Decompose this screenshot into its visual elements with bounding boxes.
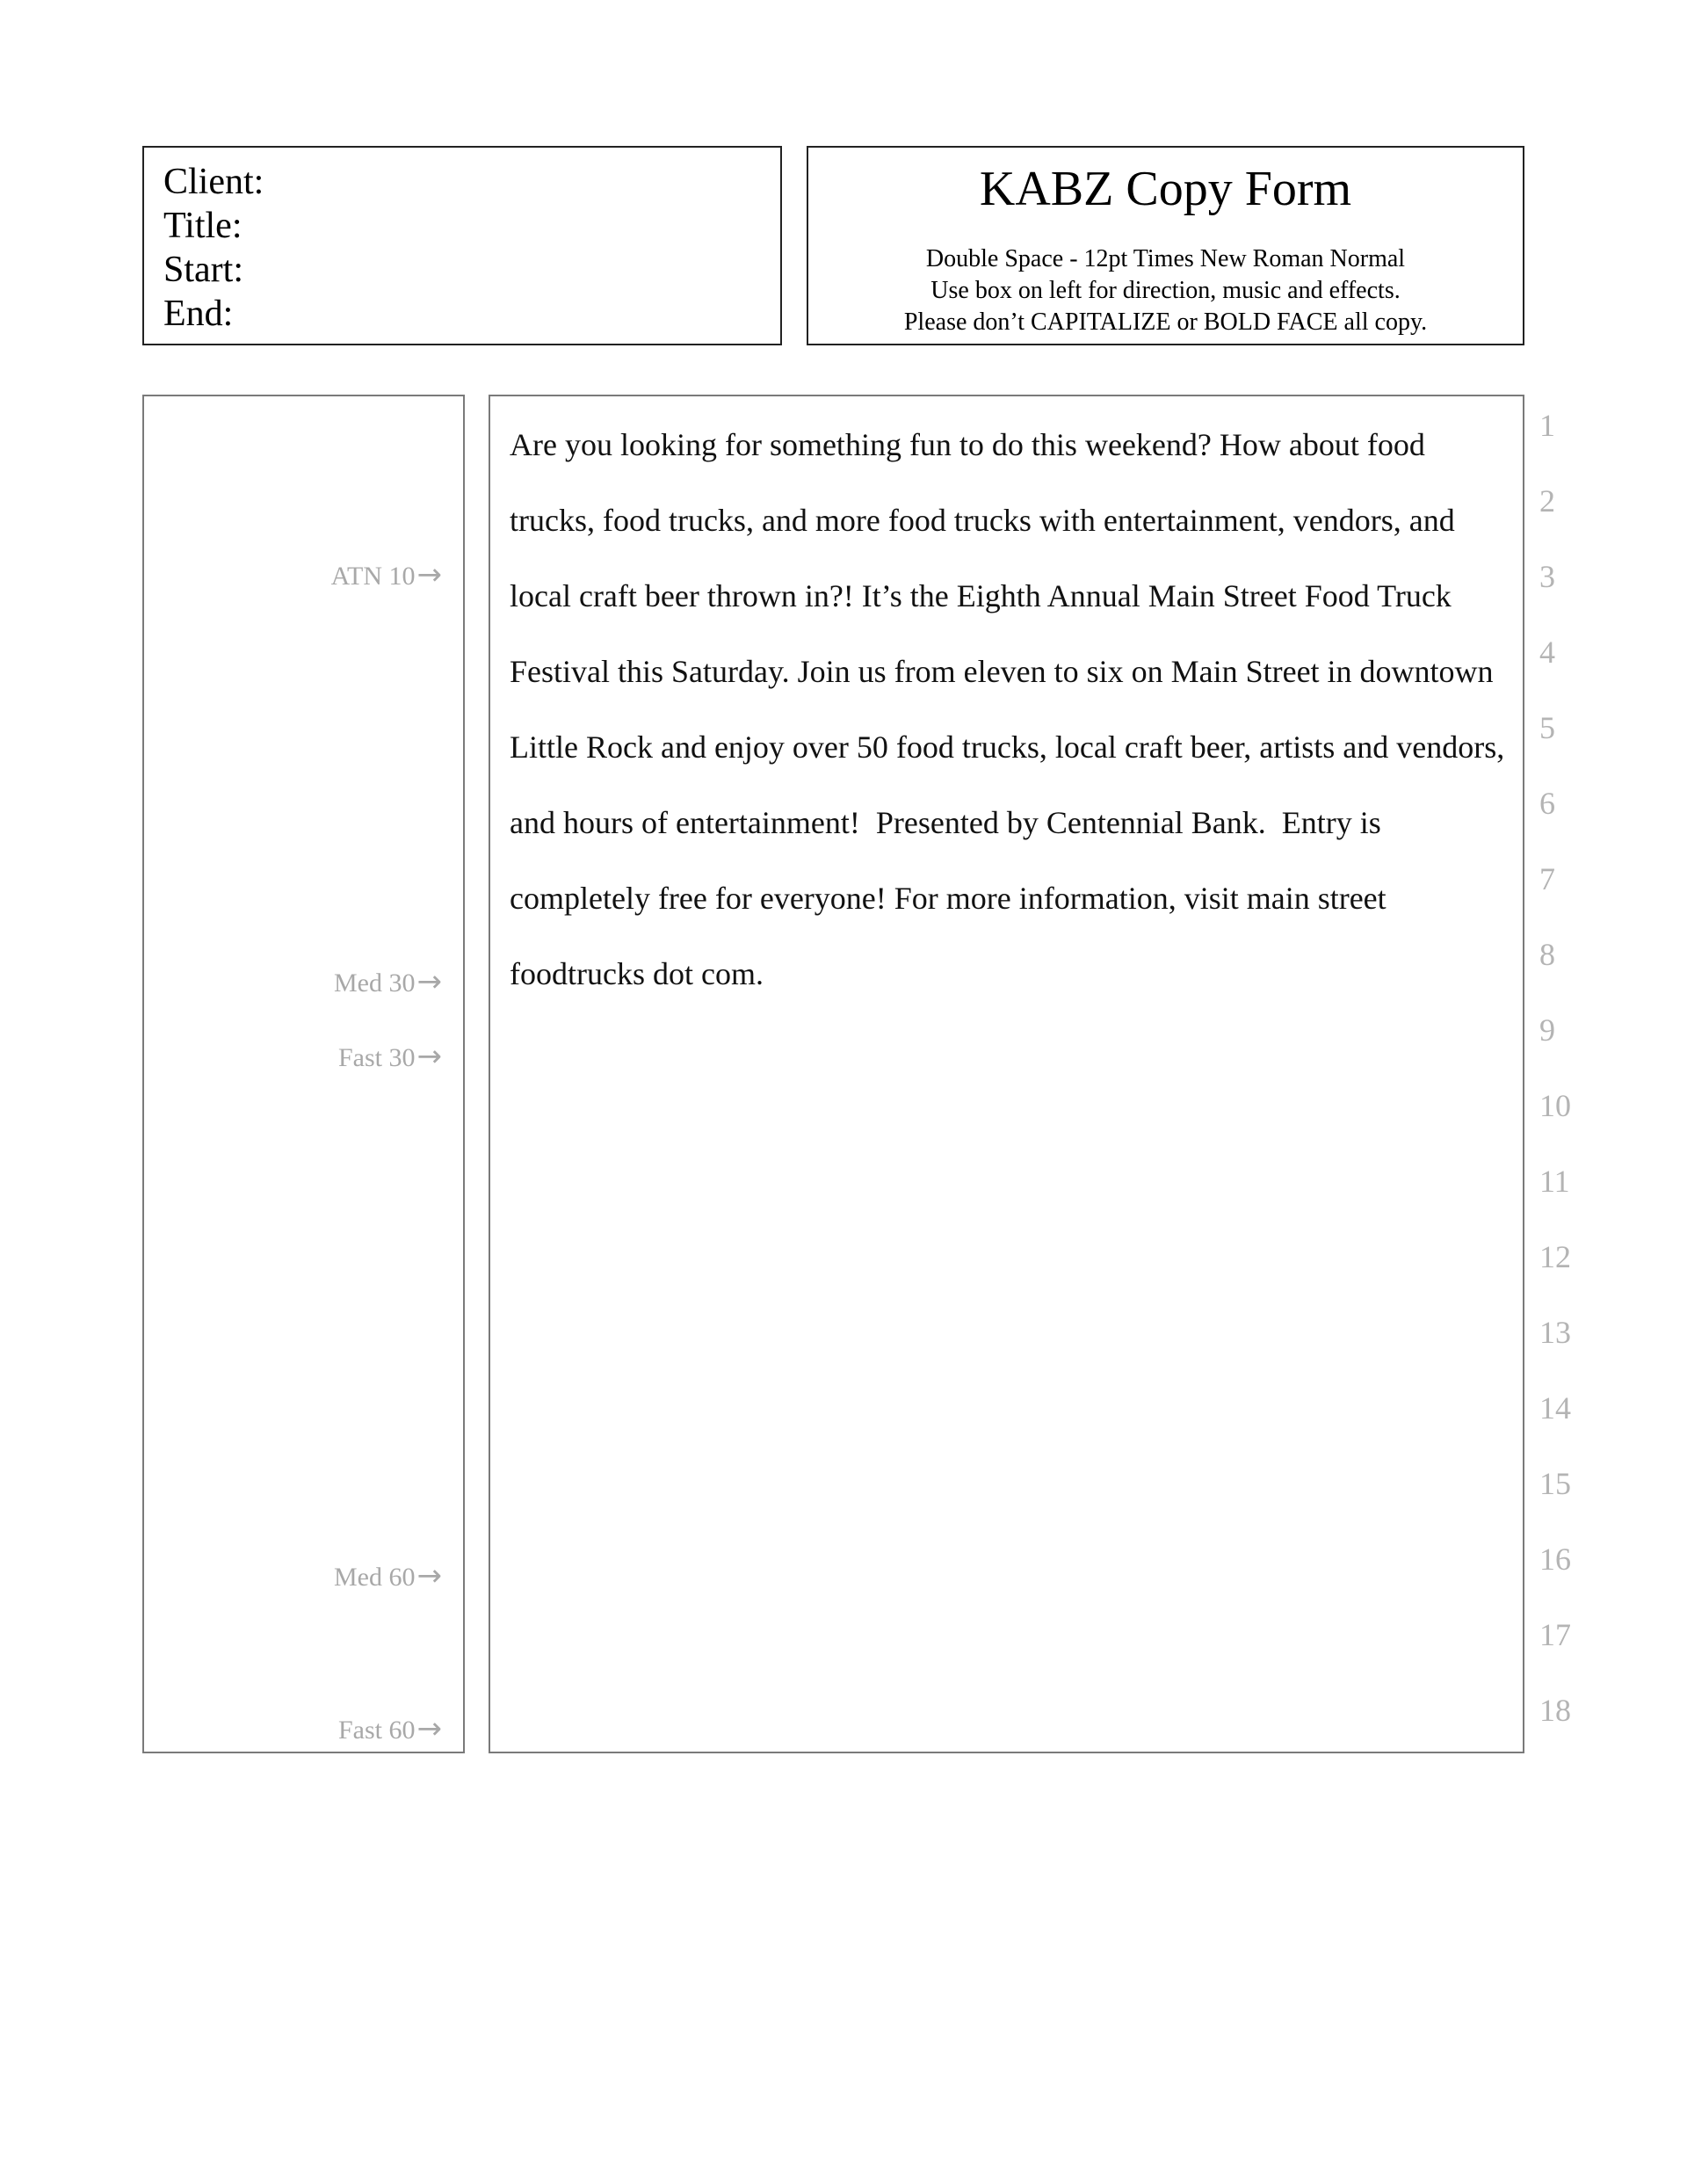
line-number: 7 [1539,861,1555,896]
line-number: 4 [1539,635,1555,670]
copy-box [489,395,1524,1753]
line-number: 1 [1539,408,1555,443]
timing-marker-label: Med 60 [334,1563,416,1592]
form-title: KABZ Copy Form [979,162,1352,216]
direction-box [142,395,465,1753]
client-info-box [142,146,782,345]
arrow-right-icon: → [416,1039,442,1074]
line-number: 9 [1539,1012,1555,1048]
line-number: 18 [1539,1693,1571,1728]
line-number: 17 [1539,1617,1571,1652]
instruction-line: Use box on left for direction, music and effects. [930,277,1401,304]
line-number: 5 [1539,710,1555,745]
instruction-line: Double Space - 12pt Times New Roman Normal [925,245,1406,272]
timing-marker-label: Fast 30 [337,1043,416,1072]
timing-marker-med-30 [334,964,442,999]
timing-marker-med-60 [334,1558,442,1593]
instructions [808,243,1523,338]
arrow-right-icon: → [416,1711,442,1746]
line-number: 15 [1539,1466,1571,1501]
line-number: 12 [1539,1239,1571,1274]
timing-marker-label: ATN 10 [330,562,416,591]
arrow-right-icon: → [416,1558,442,1593]
line-number: 10 [1539,1088,1571,1123]
end-label: End: [163,294,234,334]
copy-text: Are you looking for something fun to do this weekend? How about food trucks, food trucks, and more food trucks with entertainment, vendors, and local craft beer thrown in?! It’s the Eighth Annual Main Street Food Truck Festival this Saturday. Join us from eleven to six on Main Street in downtown Little Rock and enjoy over 50 food trucks, local craft beer, artists and vendors, and hours of entertainment! Presented by Centennial Bank. Entry is completely free for everyone! For more information, visit main street foodtrucks dot com. [510,427,1513,991]
start-label: Start: [163,250,243,290]
line-number: 3 [1539,559,1555,594]
line-number: 16 [1539,1542,1571,1577]
line-number: 13 [1539,1315,1571,1350]
form-header-box [807,146,1524,345]
line-number: 11 [1539,1164,1570,1199]
line-number: 2 [1539,483,1555,519]
line-number: 14 [1539,1390,1571,1426]
arrow-right-icon: → [416,557,442,592]
arrow-right-icon: → [416,964,442,999]
client-label: Client: [163,162,264,202]
timing-marker-fast-30 [338,1041,442,1073]
line-number: 6 [1539,786,1555,821]
timing-marker-atn-10 [330,557,442,592]
timing-marker-fast-60 [337,1711,442,1746]
timing-marker-label: Fast 60 [337,1716,416,1745]
line-number: 8 [1539,937,1555,972]
instruction-line: Please don’t CAPITALIZE or BOLD FACE all copy. [903,308,1428,336]
title-label: Title: [163,206,243,246]
timing-marker-label: Med 30 [334,969,416,998]
